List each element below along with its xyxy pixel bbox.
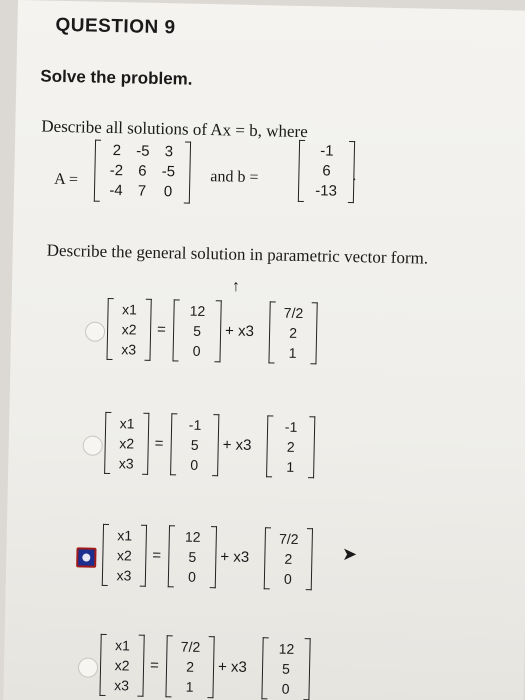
equals-sign: = [154,434,164,453]
matrix-a-cell: 3 [164,143,174,161]
variable-vector-cell: x3 [118,455,134,472]
variable-vector [99,634,144,697]
radio-button[interactable] [78,657,98,677]
particular-vector-cell: 0 [190,456,199,473]
equals-sign: = [149,656,160,675]
instruction-text: Solve the problem. [40,66,193,89]
direction-vector-cell: 2 [289,324,298,341]
matrix-a-cell: -2 [109,161,124,180]
matrix-a [94,140,191,204]
arrow-cursor-icon: ↑ [232,278,240,295]
direction-vector-cell: 7/2 [278,530,299,547]
sub-prompt: Describe the general solution in parametric vector form. [46,240,429,268]
question-title: QUESTION 9 [55,14,176,39]
variable-vector-cell: x3 [116,567,132,584]
particular-vector-cell: -1 [188,416,202,433]
plus-x3-label: + x3 [220,548,250,566]
radio-button[interactable] [85,321,105,341]
particular-vector-cell: 1 [185,678,194,695]
direction-vector-cell: 7/2 [283,304,304,322]
particular-vector-cell: 5 [190,436,199,453]
matrix-a-cell: 2 [112,142,122,160]
variable-vector [104,412,149,475]
problem-prompt: Describe all solutions of Ax = b, where [41,116,308,142]
particular-vector-cell: 0 [187,568,197,585]
particular-vector-cell: 12 [189,302,206,319]
particular-vector-cell: 5 [188,548,197,565]
particular-vector [168,525,217,588]
variable-vector [106,298,151,361]
variable-vector [102,524,147,587]
direction-vector-cell: 12 [278,640,295,657]
vector-b-cell: -13 [315,182,338,200]
particular-vector-cell: 5 [193,322,202,339]
variable-vector-cell: x2 [116,547,132,564]
variable-vector-cell: x2 [114,657,130,674]
particular-vector-cell: 2 [186,658,195,675]
equals-sign: = [152,546,162,565]
direction-vector-cell: 0 [283,570,292,587]
particular-vector [172,299,221,362]
matrix-a-cell: -5 [136,142,150,160]
particular-vector-cell: 0 [192,342,201,359]
variable-vector-cell: x1 [121,301,138,318]
particular-vector-cell: 7/2 [180,638,201,655]
direction-vector-cell: 5 [281,660,291,677]
variable-vector-cell: x2 [121,321,137,338]
direction-vector-cell: 2 [284,550,293,567]
matrix-a-cell: -4 [109,181,123,200]
direction-vector-cell: -1 [284,418,298,435]
question-sheet [3,0,525,700]
equals-sign: = [156,320,167,339]
particular-vector [165,635,214,698]
matrix-a-cell: -5 [161,163,176,181]
variable-vector-cell: x3 [121,341,137,358]
matrix-a-cell: 7 [137,182,147,200]
plus-x3-label: + x3 [217,658,248,676]
direction-vector-cell: 1 [288,344,297,361]
variable-vector-cell: x2 [119,435,135,452]
period: . [352,167,357,185]
arrow-cursor-icon: ➤ [342,544,358,564]
and-b-label: and b = [210,168,259,187]
vector-b-cell: 6 [322,162,331,180]
radio-button[interactable] [82,435,102,455]
direction-vector [261,637,310,700]
plus-x3-label: + x3 [224,322,255,341]
particular-vector-cell: 12 [184,528,201,545]
direction-vector-cell: 2 [286,438,295,455]
matrix-a-cell: 6 [138,162,147,180]
direction-vector [264,527,313,590]
direction-vector [266,415,315,478]
variable-vector-cell: x1 [117,527,133,544]
variable-vector-cell: x3 [114,677,130,694]
direction-vector-cell: 0 [281,680,290,697]
direction-vector [268,301,317,364]
direction-vector-cell: 1 [286,458,295,475]
variable-vector-cell: x1 [119,415,135,432]
variable-vector-cell: x1 [114,637,131,654]
selected-radio-button[interactable] [76,547,96,567]
particular-vector [170,413,219,476]
vector-b [298,140,355,203]
vector-b-cell: -1 [320,142,334,160]
matrix-a-cell: 0 [163,183,173,201]
plus-x3-label: + x3 [222,436,252,454]
a-label: A = [54,170,79,189]
